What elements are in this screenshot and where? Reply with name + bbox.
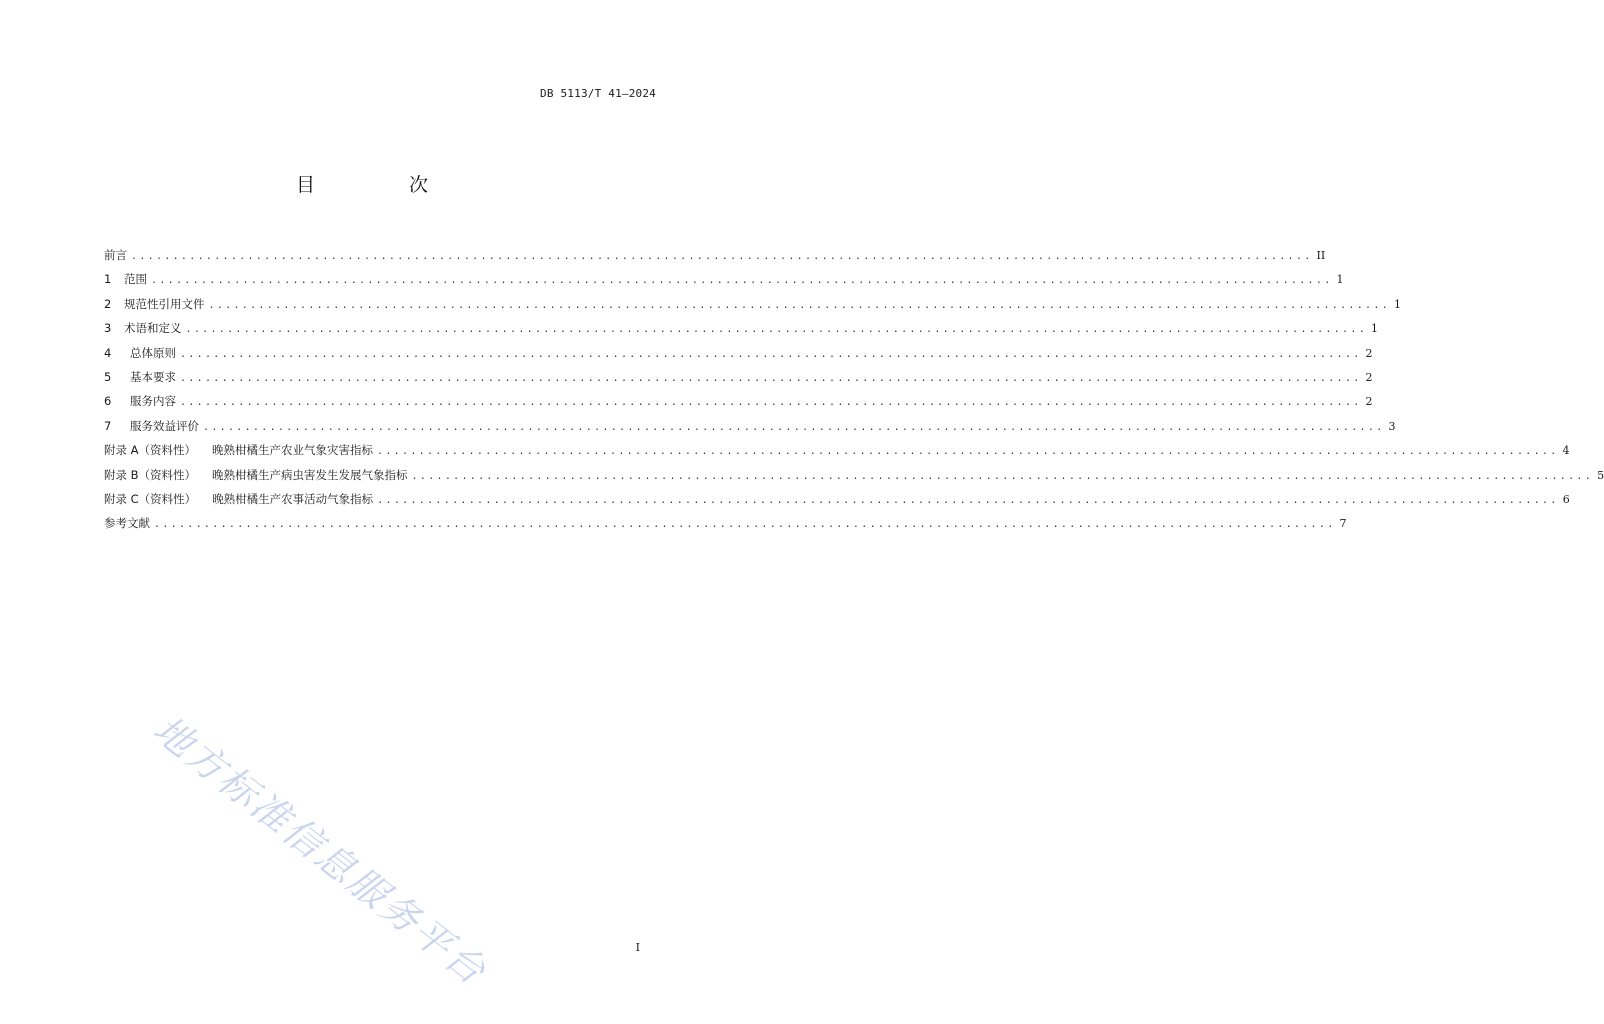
toc-entry-appendix-a[interactable] — [104, 442, 1570, 466]
toc-entry-page: 1 — [1394, 297, 1402, 311]
toc-entry-service-benefit-evaluation[interactable] — [104, 418, 1396, 442]
dot-leader: .............................................................................................................................................. — [151, 275, 1333, 287]
toc-entry-page: 3 — [1388, 419, 1396, 433]
dot-leader: .............................................................................................................................................. — [180, 372, 1362, 384]
dot-leader: .............................................................................................................................................. — [208, 299, 1391, 311]
dot-leader: .............................................................................................................................................. — [185, 324, 1368, 336]
toc-entry-label: 参考文献 — [104, 516, 150, 531]
dot-leader: .............................................................................................................................................. — [154, 519, 1336, 531]
toc-entry-page: 1 — [1371, 322, 1379, 336]
toc-entry-label: 附录 C（资料性） 晚熟柑橘生产农事活动气象指标 — [104, 491, 374, 506]
toc-entry-label: 1 范围 — [104, 272, 147, 287]
toc-entry-page: 7 — [1339, 517, 1347, 531]
toc-entry-basic-requirements[interactable] — [104, 369, 1373, 393]
toc-entry-page: 5 — [1597, 468, 1604, 482]
toc-entry-label: 前言 — [104, 248, 127, 262]
dot-leader: .............................................................................................................................................. — [203, 421, 1385, 433]
toc-entry-page: 6 — [1562, 492, 1570, 506]
toc-entry-label: 4 总体原则 — [104, 345, 176, 360]
toc-entry-label: 7 服务效益评价 — [104, 418, 199, 433]
toc-entry-scope[interactable] — [104, 271, 1344, 295]
toc-entry-page: II — [1316, 249, 1326, 262]
toc-entry-page: 2 — [1365, 370, 1373, 384]
toc-entry-label: 2 规范性引用文件 — [104, 296, 205, 311]
toc-entry-service-content[interactable] — [104, 393, 1373, 417]
toc-entry-label: 5 基本要求 — [104, 369, 176, 384]
dot-leader: .............................................................................................................................................. — [377, 446, 1559, 458]
toc-entry-bibliography[interactable] — [104, 515, 1347, 539]
toc-title: 目 次 — [295, 174, 473, 196]
page-number: I — [635, 941, 640, 954]
standard-code: DB 5113/T 41—2024 — [540, 87, 656, 100]
toc-entry-page: 4 — [1562, 444, 1570, 458]
toc-entry-label: 6 服务内容 — [104, 394, 176, 409]
toc-entry-normative-references[interactable] — [104, 296, 1402, 320]
toc-entry-page: 2 — [1365, 346, 1373, 360]
toc-entry-appendix-b[interactable] — [104, 467, 1604, 491]
toc-entry-general-principles[interactable] — [104, 345, 1373, 369]
dot-leader: .............................................................................................................................................. — [180, 348, 1362, 360]
toc-entry-terms-definitions[interactable] — [104, 320, 1379, 344]
watermark-text: 地方标准信息服务平台 — [145, 707, 496, 995]
table-of-contents — [104, 247, 1604, 540]
toc-entry-label: 3 术语和定义 — [104, 321, 182, 336]
dot-leader: .............................................................................................................................................. — [180, 397, 1362, 409]
dot-leader: .............................................................................................................................................. — [377, 494, 1559, 506]
toc-entry-foreword[interactable] — [104, 247, 1326, 271]
dot-leader: .............................................................................................................................................. — [131, 251, 1313, 262]
toc-entry-page: 2 — [1365, 395, 1373, 409]
toc-entry-label: 附录 A（资料性） 晚熟柑橘生产农业气象灾害指标 — [104, 443, 374, 458]
dot-leader: .............................................................................................................................................. — [411, 470, 1594, 482]
toc-entry-page: 1 — [1336, 273, 1344, 287]
toc-entry-label: 附录 B（资料性） 晚熟柑橘生产病虫害发生发展气象指标 — [104, 467, 408, 482]
toc-entry-appendix-c[interactable] — [104, 491, 1570, 515]
